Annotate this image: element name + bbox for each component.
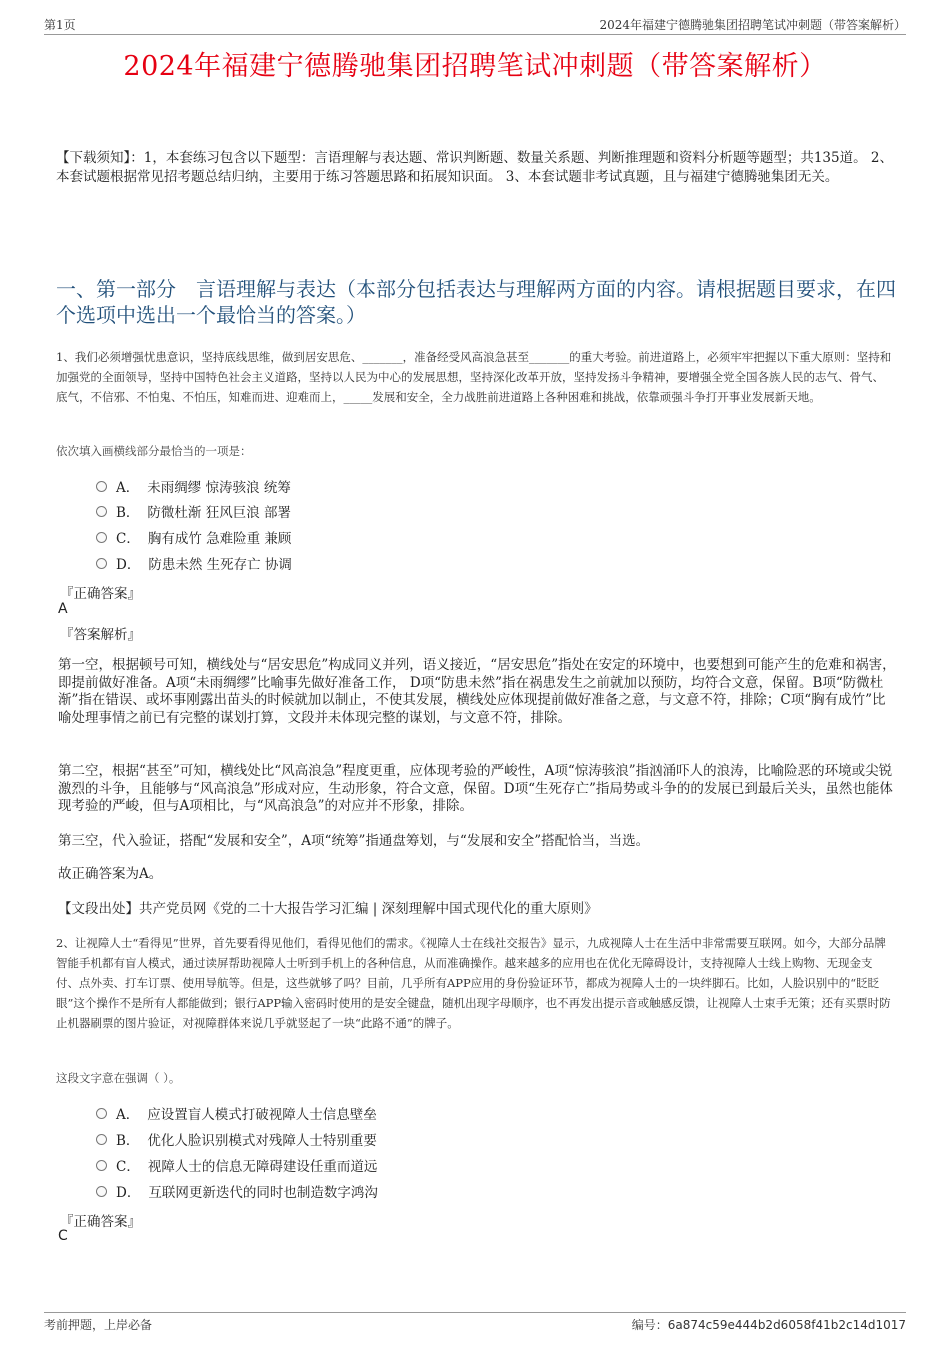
q2-option-a[interactable]: A． 应设置盲人模式打破视障人士信息壁垒: [96, 1103, 377, 1123]
radio-icon[interactable]: [96, 1108, 107, 1119]
page-title: 2024年福建宁德腾驰集团招聘笔试冲刺题（带答案解析）: [123, 51, 827, 82]
download-notice: 【下载须知】：1，本套练习包含以下题型：言语理解与表达题、常识判断题、数量关系题、判断推理题和资料分析题等题型；共135道。 2、本套试题根据常见招考题总结归纳，主要用于练习答题思路和拓展知识面。 3、本套试题非考试真题，且与福建宁德腾驰集团无关。: [56, 150, 893, 185]
radio-icon[interactable]: [96, 1134, 107, 1145]
q2-answer: C: [58, 1228, 68, 1244]
radio-icon[interactable]: [96, 1186, 107, 1197]
q1-analysis-conclusion: 故正确答案为A。: [58, 866, 163, 882]
question-1-prompt: 依次填入画横线部分最恰当的一项是：: [56, 444, 252, 458]
page-footer: [44, 1312, 906, 1331]
q2-answer-label: 『正确答案』: [60, 1214, 141, 1230]
question-2-prompt: 这段文字意在强调（ ）。: [56, 1071, 181, 1085]
q1-option-d[interactable]: D． 防患未然 生死存亡 协调: [96, 553, 292, 573]
q1-analysis-paragraph: 第二空，根据“甚至”可知，横线处比“风高浪急”程度更重，应体现考验的严峻性，A项“惊涛骇浪”指汹涌吓人的浪涛，比喻险恶的环境或尖锐激烈的斗争，且能够与“风高浪急”形成对应，生动形象，符合文意，保留。D项“生死存亡”指局势或斗争的的发展已到最后关头，虽然也能体现考验的严峻，但与A项相比，与“风高浪急”的对应并不形象，排除。: [58, 763, 893, 814]
q1-option-a[interactable]: A． 未雨绸缪 惊涛骇浪 统筹: [96, 476, 291, 496]
q2-option-c[interactable]: C． 视障人士的信息无障碍建设任重而道远: [96, 1155, 377, 1175]
footer-slogan: 考前押题，上岸必备: [44, 1318, 153, 1332]
footer-code: 编号：6a874c59e444b2d6058f41b2c14d1017: [631, 1318, 906, 1332]
q2-option-d[interactable]: D． 互联网更新迭代的同时也制造数字鸿沟: [96, 1181, 378, 1201]
q2-option-b[interactable]: B． 优化人脸识别模式对残障人士特别重要: [96, 1129, 377, 1149]
q1-answer: A: [58, 601, 68, 617]
radio-icon[interactable]: [96, 481, 107, 492]
radio-icon[interactable]: [96, 558, 107, 569]
section-heading: 一、第一部分 言语理解与表达（本部分包括表达与理解两方面的内容。请根据题目要求，在四个选项中选出一个最恰当的答案。）: [56, 277, 896, 327]
q1-analysis-paragraph: 第一空，根据顿号可知，横线处与“居安思危”构成同义并列，语义接近，“居安思危”指处在安定的环境中，也要想到可能产生的危难和祸害，即提前做好准备。A项“未雨绸缪”比喻事先做好准备工作， D项“防患未然”指在祸患发生之前就加以预防，均符合文意，保留。B项“防微杜渐”指在错误、或坏事刚露出苗头的时候就加以制止，不使其发展，横线处应体现提前做好准备之意，与文意不符，排除；C项“胸有成竹”比喻处理事情之前已有完整的谋划打算，文段并未体现完整的谋划，与文意不符，排除。: [58, 657, 896, 726]
q1-analysis-paragraph: 第三空，代入验证，搭配“发展和安全”，A项“统筹”指通盘筹划，与“发展和安全”搭配恰当，当选。: [58, 833, 650, 849]
q1-option-b[interactable]: B． 防微杜渐 狂风巨浪 部署: [96, 501, 291, 521]
question-2-text: 2、让视障人士“看得见”世界，首先要看得见他们，看得见他们的需求。《视障人士在线社交报告》显示，九成视障人士在生活中非常需要互联网。如今，大部分品牌智能手机都有盲人模式，通过读屏帮助视障人士听到手机上的各种信息，从而准确操作。越来越多的应用也在优化无障碍设计，支持视障人士线上购物、无现金支付、点外卖、打车订票、使用导航等。但是，这些就够了吗？目前，几乎所有APP应用的身份验证环节，都成为视障人士的一块绊脚石。比如，人脸识别中的“眨眨眼”这个操作不是所有人都能做到；银行APP输入密码时使用的是安全键盘，随机出现字母顺序，也不再发出提示音或触感反馈，让视障人士束手无策；还有买票时防止机器刷票的图片验证，对视障群体来说几乎就竖起了一块“此路不通”的牌子。: [56, 936, 891, 1030]
radio-icon[interactable]: [96, 506, 107, 517]
q1-source: 【文段出处】共产党员网《党的二十大报告学习汇编 | 深刻理解中国式现代化的重大原则》: [58, 901, 598, 917]
q1-analysis-label: 『答案解析』: [60, 627, 141, 643]
q1-answer-label: 『正确答案』: [60, 586, 141, 602]
q1-option-c[interactable]: C． 胸有成竹 急难险重 兼顾: [96, 527, 291, 547]
page-number: 第1页: [44, 18, 76, 32]
radio-icon[interactable]: [96, 532, 107, 543]
radio-icon[interactable]: [96, 1160, 107, 1171]
header-doc-title: 2024年福建宁德腾驰集团招聘笔试冲刺题（带答案解析）: [599, 18, 906, 32]
question-1-text: 1、我们必须增强忧患意识，坚持底线思维，做到居安思危、_______，准备经受风高浪急甚至_______的重大考验。前进道路上，必须牢牢把握以下重大原则：坚持和加强党的全面领导，坚持中国特色社会主义道路，坚持以人民为中心的发展思想，坚持深化改革开放，坚持发扬斗争精神，要增强全党全国各族人民的志气、骨气、底气，不信邪、不怕鬼、不怕压，知难而进、迎难而上，_____发展和安全，全力战胜前进道路上各种困难和挑战，依靠顽强斗争打开事业发展新天地。: [56, 350, 892, 404]
page-header: [44, 14, 906, 35]
